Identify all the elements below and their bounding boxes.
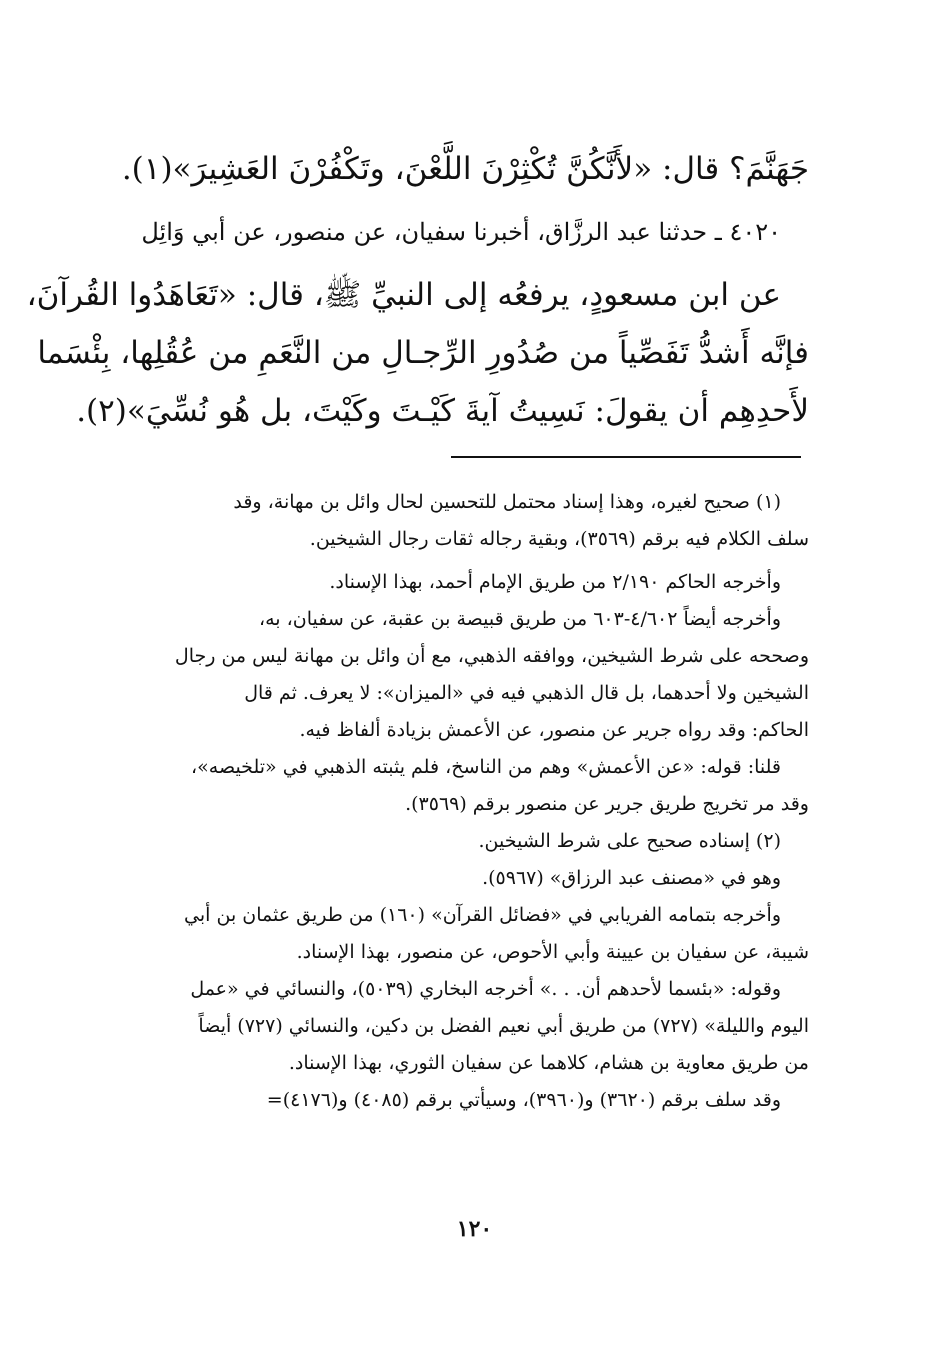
footnote-line: اليوم والليلة» (٧٢٧) من طريق أبي نعيم الفضل بن دكين، والنسائي (٧٢٧) أيضاً (198, 1015, 809, 1037)
page-number: ١٢٠ (456, 1216, 493, 1242)
main-text-line: لأَحدِهِم أن يقولَ: نَسِيتُ آيةَ كَيْـتَ وكَيْتَ، بل هُو نُسِّيَ»(٢). (76, 393, 809, 429)
footnote-line: الشيخين ولا أحدهما، بل قال الذهبي فيه في «الميزان»: لا يعرف. ثم قال (244, 682, 809, 704)
hadith-heading-line: ٤٠٢٠ ـ حدثنا عبد الرزَّاق، أخبرنا سفيان، عن منصور، عن أبي وَائِل (141, 218, 781, 246)
footnote-divider (451, 456, 801, 458)
footnote-line: من طريق معاوية بن هشام، كلاهما عن سفيان الثوري، بهذا الإسناد. (288, 1052, 809, 1074)
footnote-line: وأخرجه الحاكم ٢/١٩٠ من طريق الإمام أحمد، بهذا الإسناد. (329, 571, 781, 593)
main-text-line: فإنَّه أَشدُّ تَفَصِّياً من صُدُورِ الرِّجـالِ من النَّعَمِ من عُقُلِها، بِئْسَما (37, 335, 809, 371)
footnote-line: الحاكم: وقد رواه جرير عن منصور، عن الأعمش بزيادة ألفاظ فيه. (299, 719, 809, 741)
footnotes (108, 484, 809, 1119)
footnote-line: سلف الكلام فيه برقم (٣٥٦٩)، وبقية رجاله ثقات رجال الشيخين. (309, 528, 809, 550)
footnote-line: وقد سلف برقم (٣٦٢٠) و(٣٩٦٠)، وسيأتي برقم (٤٠٨٥) و(٤١٧٦)= (266, 1089, 781, 1111)
footnote-line: وأخرجه أيضاً ٤/٦٠٢-٦٠٣ من طريق قبيصة بن عقبة، عن سفيان، به، (258, 608, 781, 630)
main-text-line: جَهَنَّمَ؟ قال: «لأَنَّكُنَّ تُكْثِرْنَ اللَّعْنَ، وتَكْفُرْنَ العَشِيرَ»(١). (121, 151, 809, 187)
footnote-line: (٢) إسناده صحيح على شرط الشيخين. (478, 830, 781, 852)
footnote-line: وصححه على شرط الشيخين، ووافقه الذهبي، مع أن وائل بن مهانة ليس من رجال (174, 645, 809, 667)
footnote-line: وأخرجه بتمامه الفريابي في «فضائل القرآن» (١٦٠) من طريق عثمان بن أبي (184, 904, 781, 926)
footnote-line: (١) صحيح لغيره، وهذا إسناد محتمل للتحسين لحال وائل بن مهانة، وقد (233, 491, 781, 513)
footnote-line: وقد مر تخريج طريق جرير عن منصور برقم (٣٥٦٩). (405, 793, 809, 815)
main-text (26, 140, 809, 440)
footnote-line: وقوله: «بئسما لأحدهم أن. . .» أخرجه البخاري (٥٠٣٩)، والنسائي في «عمل (190, 978, 781, 1000)
footnote-line: شيبة، عن سفيان بن عيينة وأبي الأحوص، عن منصور، بهذا الإسناد. (296, 941, 809, 963)
footnote-line: وهو في «مصنف عبد الرزاق» (٥٩٦٧). (482, 867, 781, 889)
main-text-line: عن ابن مسعودٍ، يرفعُه إلى النبيِّ ﷺ، قال: «تَعَاهَدُوا القُرآنَ، (26, 277, 781, 313)
footnote-line: قلنا: قوله: «عن الأعمش» وهم من الناسخ، فلم يثبته الذهبي في «تلخيصه»، (191, 756, 781, 778)
